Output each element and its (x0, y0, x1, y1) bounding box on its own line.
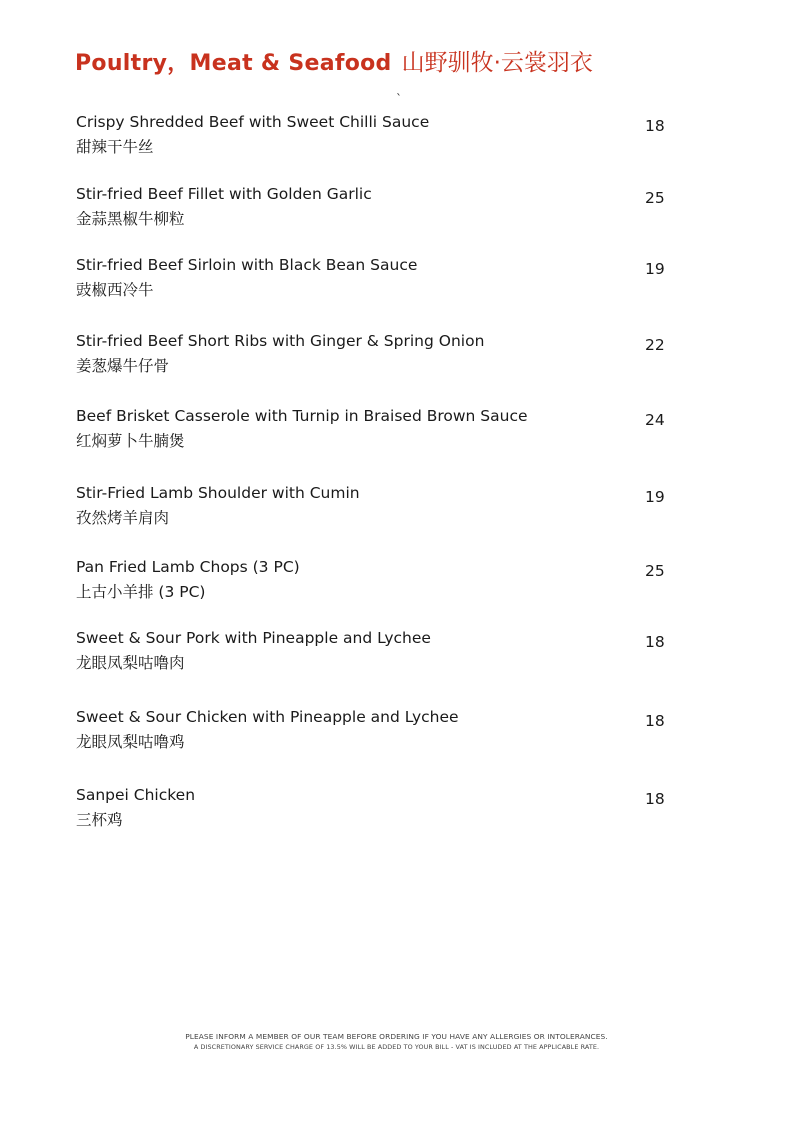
menu-item-name-english: Stir-fried Beef Fillet with Golden Garlic (76, 185, 372, 203)
menu-item (76, 255, 676, 300)
menu-item-name-chinese: 姜葱爆牛仔骨 (76, 357, 170, 375)
menu-item-name-english: Beef Brisket Casserole with Turnip in Braised Brown Sauce (76, 407, 528, 425)
menu-item-price: 25 (645, 189, 665, 207)
menu-item (76, 184, 676, 229)
menu-item (76, 406, 676, 451)
menu-item-name-chinese: 龙眼凤梨咕噜鸡 (76, 733, 185, 751)
allergy-notice: PLEASE INFORM A MEMBER OF OUR TEAM BEFORE ORDERING IF YOU HAVE ANY ALLERGIES OR INTOLERANCES. (185, 1032, 608, 1041)
menu-item-name-chinese: 龙眼凤梨咕噜肉 (76, 654, 185, 672)
menu-item-name-english: Pan Fried Lamb Chops (3 PC) (76, 558, 300, 576)
menu-item-name-chinese: 豉椒西冷牛 (76, 281, 154, 299)
menu-item-name-chinese: 孜然烤羊肩肉 (76, 509, 170, 527)
menu-item (76, 785, 676, 830)
menu-item (76, 331, 676, 376)
stray-mark: ` (396, 92, 402, 106)
menu-item-price: 18 (645, 633, 665, 651)
menu-item-name-english: Stir-fried Beef Sirloin with Black Bean Sauce (76, 256, 418, 274)
menu-item-name-english: Sweet & Sour Pork with Pineapple and Lychee (76, 629, 431, 647)
menu-item-name-english: Stir-Fried Lamb Shoulder with Cumin (76, 484, 360, 502)
service-charge-notice: A DISCRETIONARY SERVICE CHARGE OF 13.5% WILL BE ADDED TO YOUR BILL - VAT IS INCLUDED AT THE APPLICABLE RATE. (193, 1043, 600, 1051)
menu-item-price: 25 (645, 562, 665, 580)
menu-item-name-chinese: 三杯鸡 (76, 811, 123, 829)
menu-item-name-english: Sanpei Chicken (76, 786, 196, 804)
menu-item-price: 18 (645, 790, 665, 808)
page-title (75, 44, 593, 77)
menu-item-price: 19 (645, 260, 665, 278)
page-title-english: Poultry，Meat & Seafood (75, 51, 392, 76)
menu-item (76, 557, 676, 602)
menu-item-price: 22 (645, 336, 665, 354)
menu-item-price: 18 (645, 712, 665, 730)
menu-item (76, 483, 676, 528)
menu-item-price: 19 (645, 488, 665, 506)
menu-item-name-english: Crispy Shredded Beef with Sweet Chilli Sauce (76, 113, 430, 131)
menu-item-name-english: Sweet & Sour Chicken with Pineapple and Lychee (76, 708, 459, 726)
menu-item (76, 707, 676, 752)
menu-item (76, 112, 676, 157)
footer-notice (0, 1032, 793, 1052)
menu-item-name-chinese: 上古小羊排 (3 PC) (76, 583, 206, 601)
page-title-chinese: 山野驯牧·云裳羽衣 (401, 50, 593, 76)
menu-item-name-chinese: 红焖萝卜牛腩煲 (76, 432, 185, 450)
menu-item-price: 24 (645, 411, 665, 429)
menu-item-price: 18 (645, 117, 665, 135)
menu-item-name-chinese: 甜辣干牛丝 (76, 138, 154, 156)
menu-item (76, 628, 676, 673)
menu-item-name-chinese: 金蒜黑椒牛柳粒 (76, 210, 185, 228)
menu-item-name-english: Stir-fried Beef Short Ribs with Ginger & Spring Onion (76, 332, 485, 350)
